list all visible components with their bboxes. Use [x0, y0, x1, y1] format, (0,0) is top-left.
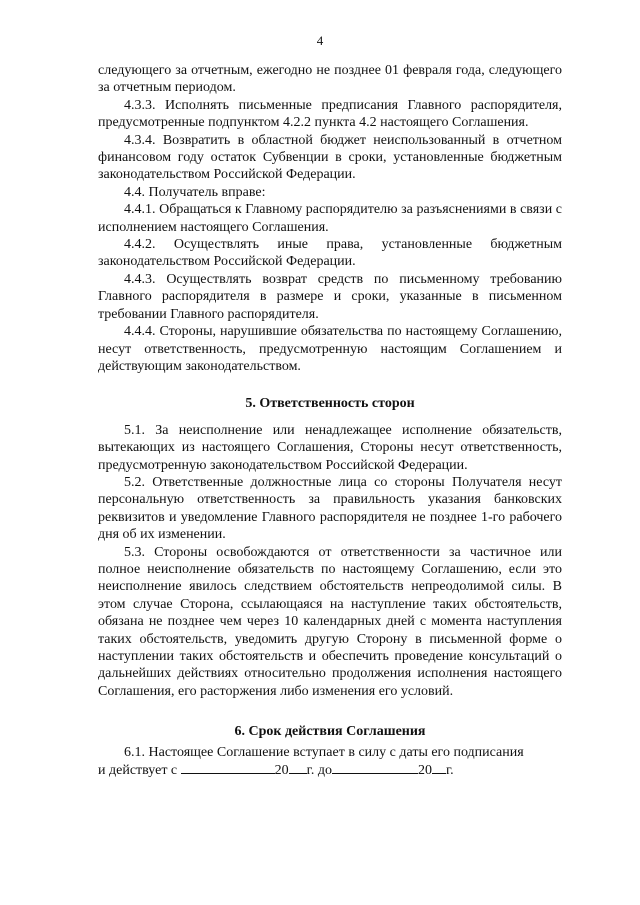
paragraph-4-4-4: 4.4.4. Стороны, нарушившие обязательства по настоящему Соглашению, несут ответственность, предусмотренную настоящим Соглашением и действующим законодательством. [98, 324, 562, 374]
start-date-blank [181, 761, 275, 774]
end-date-blank [332, 761, 418, 774]
paragraph-4-4: 4.4. Получатель вправе: [124, 184, 266, 200]
end-year-blank [432, 761, 446, 774]
start-year-blank [289, 761, 307, 774]
section-6-heading: 6. Срок действия Соглашения [234, 724, 426, 740]
paragraph-5-2: 5.2. Ответственные должностные лица со стороны Получателя несут персональную ответственность за правильность указания банковских реквизитов и уведомление Главного распорядителя не позднее 1-го рабочего дня об их изменении. [98, 474, 562, 543]
section-5-heading: 5. Ответственность сторон [245, 396, 415, 412]
end-year-prefix: 20 [417, 763, 432, 779]
page-number: 4 [316, 33, 324, 48]
end-year-suffix: г. [445, 763, 454, 779]
date-range-prefix: и действует с [98, 763, 178, 779]
document-body [98, 62, 562, 779]
paragraph-5-1: 5.1. За неисполнение или ненадлежащее исполнение обязательств, вытекающих из настоящего Соглашения, Стороны несут ответственность, предусмотренную законодательством Российской Федерации. [98, 422, 562, 473]
start-year-suffix: г. до [306, 763, 332, 779]
paragraph-6-1: 6.1. Настоящее Соглашение вступает в силу с даты его подписания [124, 744, 524, 760]
paragraph-4-4-3: 4.4.3. Осуществлять возврат средств по письменному требованию Главного распорядителя в размере и сроки, указанные в письменном требовании Главного распорядителя. [98, 271, 562, 322]
paragraph-4-3-4: 4.3.4. Возвратить в областной бюджет неиспользованный в отчетном финансовом году остаток Субвенции в сроки, установленные бюджетным законодательством Российской Федерации. [98, 132, 562, 183]
paragraph-4-4-1: 4.4.1. Обращаться к Главному распорядителю за разъяснениями в связи с исполнением настоящего Соглашения. [98, 202, 562, 235]
start-year-prefix: 20 [274, 763, 289, 779]
paragraph-4-4-2: 4.4.2. Осуществлять иные права, установленные бюджетным законодательством Российской Федерации. [98, 237, 562, 270]
paragraph-continuation: следующего за отчетным, ежегодно не позднее 01 февраля года, следующего за отчетным периодом. [98, 63, 562, 96]
paragraph-5-3: 5.3. Стороны освобождаются от ответственности за частичное или полное неисполнение обязательств по настоящему Соглашению, если это неисполнение явилось следствием обстоятельств непреодолимой силы. В этом случае Сторона, ссылающаяся на наступление таких обстоятельств, обязана не позднее чем через 10 календарных дней с момента наступления таких обстоятельств, уведомить другую Сторону в письменной форме о наступлении таких обстоятельств и обеспечить проведение консультаций о дальнейших действиях относительно продолжения исполнения настоящего Соглашения, его расторжения либо изменения его условий. [98, 544, 562, 699]
paragraph-6-1-dates [98, 761, 562, 779]
paragraph-4-3-3: 4.3.3. Исполнять письменные предписания Главного распорядителя, предусмотренные подпунктом 4.2.2 пункта 4.2 настоящего Соглашения. [98, 97, 562, 131]
